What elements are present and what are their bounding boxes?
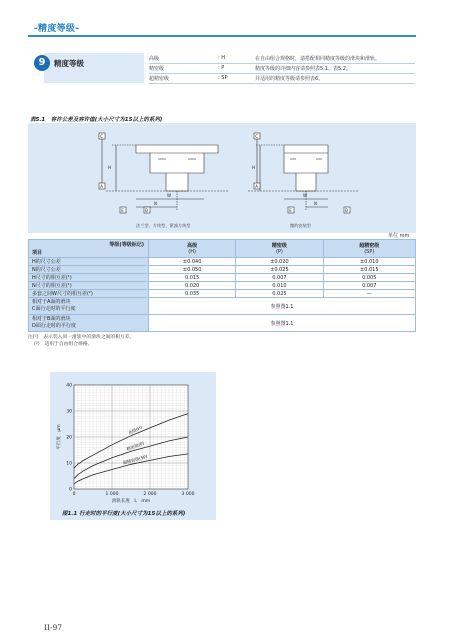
- column-name: 精密级: [271, 243, 287, 249]
- table-row: [29, 258, 416, 266]
- ref-e-label: E: [121, 207, 124, 213]
- header-title: -精度等级-: [34, 24, 80, 34]
- table-cell: ±0.020: [236, 258, 323, 266]
- ref-b-label: B: [345, 207, 349, 213]
- y-tick-label: 40: [66, 383, 72, 389]
- page-header: [28, 18, 416, 36]
- table-cell: ±0.025: [236, 266, 323, 274]
- dim-h-label: H: [108, 165, 112, 170]
- header-rule: [28, 35, 416, 37]
- level-divider: [149, 73, 415, 74]
- dimension-drawings: [28, 123, 416, 233]
- row-label: [29, 315, 149, 332]
- table-cell: 0.010: [236, 282, 323, 290]
- tolerance-table: [28, 239, 416, 332]
- table-row: [29, 315, 416, 332]
- section-number-badge: 9: [34, 55, 50, 71]
- chart-panel: [50, 372, 216, 520]
- table-row: [29, 290, 416, 298]
- ref-e-label: E: [289, 207, 292, 213]
- drawing-right-caption: 微约安装型: [290, 223, 311, 228]
- row-label-line: 相对于A面的滑块: [32, 299, 71, 305]
- table-cell: ±0.040: [149, 258, 236, 266]
- column-code: (SP): [364, 249, 375, 255]
- column-code: (H): [188, 249, 196, 255]
- x-tick-label: 2 000: [143, 492, 157, 497]
- table-cell: 0.007: [236, 274, 323, 282]
- dim-w-label: W: [167, 193, 171, 198]
- compact-type-drawing: [248, 133, 358, 213]
- level-name-super-precision: 超精密级: [149, 76, 170, 82]
- dim-n-label: N: [154, 201, 157, 206]
- table-cell: 0.025: [236, 290, 323, 298]
- table-cell: 0.007: [323, 282, 415, 290]
- ref-c-label: C: [100, 133, 104, 139]
- header-item-label: 项目: [32, 250, 43, 256]
- table-caption: 表5.1 容许公差及容许值(大小尺寸为15以上的系列): [30, 117, 163, 123]
- level-desc-precision: 精度等级的详细内容请参照表5.1、表5.2。: [255, 66, 351, 72]
- table-row: [29, 266, 416, 274]
- header-corner: [29, 240, 149, 258]
- column-name: 高级: [187, 243, 198, 249]
- unit-label: 单位 mm: [388, 233, 410, 239]
- column-code: (P): [275, 249, 283, 255]
- level-name-high: 高级: [149, 56, 160, 62]
- note-line: 注(¹) 表示装入同一滑轨中的滑块之间的相互差。: [28, 335, 135, 340]
- row-label: N的尺寸公差: [29, 266, 149, 274]
- table-cell: 0.005: [323, 274, 415, 282]
- section-title: 精度等级: [54, 59, 84, 68]
- level-divider: [149, 83, 415, 84]
- dim-w-label: W: [303, 193, 307, 198]
- level-code-super-precision: : SP: [218, 75, 228, 81]
- chart-caption: 图1.1 行走时的平行度(大小尺寸为15以上的系列): [62, 511, 186, 517]
- dimension-drawings-panel: [28, 123, 416, 233]
- page-number: II-97: [44, 623, 63, 632]
- level-code-high: : H: [218, 55, 226, 61]
- dim-h-label: H: [252, 165, 256, 170]
- row-label: H的尺寸公差: [29, 258, 149, 266]
- column-name: 超精密级: [359, 243, 380, 249]
- ref-b-label: B: [145, 207, 149, 213]
- y-tick-label: 20: [66, 435, 72, 441]
- x-tick-label: 1 000: [105, 492, 119, 497]
- x-tick-label: 3 000: [181, 492, 195, 497]
- table-header-row: [29, 240, 416, 258]
- flange-type-drawing: [99, 133, 228, 213]
- row-label: H尺寸的相互差(¹): [29, 274, 149, 282]
- table-cell: 0.020: [149, 282, 236, 290]
- series-label: 超精密级(SP): [122, 453, 148, 466]
- level-desc-high: 在自由组合规格时，请搭配相同精度等级的滑块和滑轨。: [255, 56, 381, 62]
- table-cell: ±0.050: [149, 266, 236, 274]
- level-desc-super-precision: 并适用的精度等级请参照表6。: [255, 76, 324, 82]
- x-axis-label: 滑轨长度 L mm: [111, 499, 151, 504]
- row-label: [29, 298, 149, 315]
- x-tick-label: 0: [72, 492, 76, 497]
- ref-a-label: A: [100, 183, 104, 189]
- y-tick-label: 10: [66, 461, 72, 467]
- row-label: 多套之间W尺寸的相互差(²): [29, 290, 149, 298]
- series-label: 精密级(P): [125, 440, 145, 452]
- table-cell: 0.035: [149, 290, 236, 298]
- column-header-high: [149, 240, 236, 258]
- dim-n-label: N: [314, 201, 317, 206]
- table-cell-merged: 参照图1.1: [149, 315, 416, 332]
- y-axis-label: 平行度 μm: [57, 424, 62, 450]
- row-label: N尺寸的相互差(¹): [29, 282, 149, 290]
- table-cell-merged: 参照图1.1: [149, 298, 416, 315]
- column-header-precision: [236, 240, 323, 258]
- note-line: (²) 适用于自由组合规格。: [34, 342, 93, 347]
- drawing-left-caption: 法兰型、方块型、紧凑方块型: [136, 223, 191, 228]
- parallelism-chart: [50, 372, 216, 520]
- ref-c-label: C: [255, 133, 259, 139]
- table-cell: ±0.015: [323, 266, 415, 274]
- row-label-line: D面行走时的平行度: [32, 323, 76, 329]
- ref-a-label: A: [255, 183, 259, 189]
- table-cell: —: [323, 290, 415, 298]
- table-row: [29, 274, 416, 282]
- y-tick-label: 30: [66, 409, 72, 415]
- y-tick-label: 0: [69, 487, 72, 493]
- table-row: [29, 298, 416, 315]
- level-code-precision: : P: [218, 65, 225, 71]
- table-cell: ±0.010: [323, 258, 415, 266]
- table-notes: [28, 334, 134, 348]
- level-divider: [149, 63, 415, 64]
- row-label-line: 相对于B面的滑块: [32, 316, 71, 322]
- table-row: [29, 282, 416, 290]
- table-cell: 0.015: [149, 274, 236, 282]
- level-name-precision: 精密级: [149, 66, 165, 72]
- header-grade-label: 等级(等级标记): [109, 242, 144, 248]
- column-header-super-precision: [323, 240, 415, 258]
- row-label-line: C面行走时的平行度: [32, 306, 76, 312]
- series-label: 高级(H): [127, 424, 143, 436]
